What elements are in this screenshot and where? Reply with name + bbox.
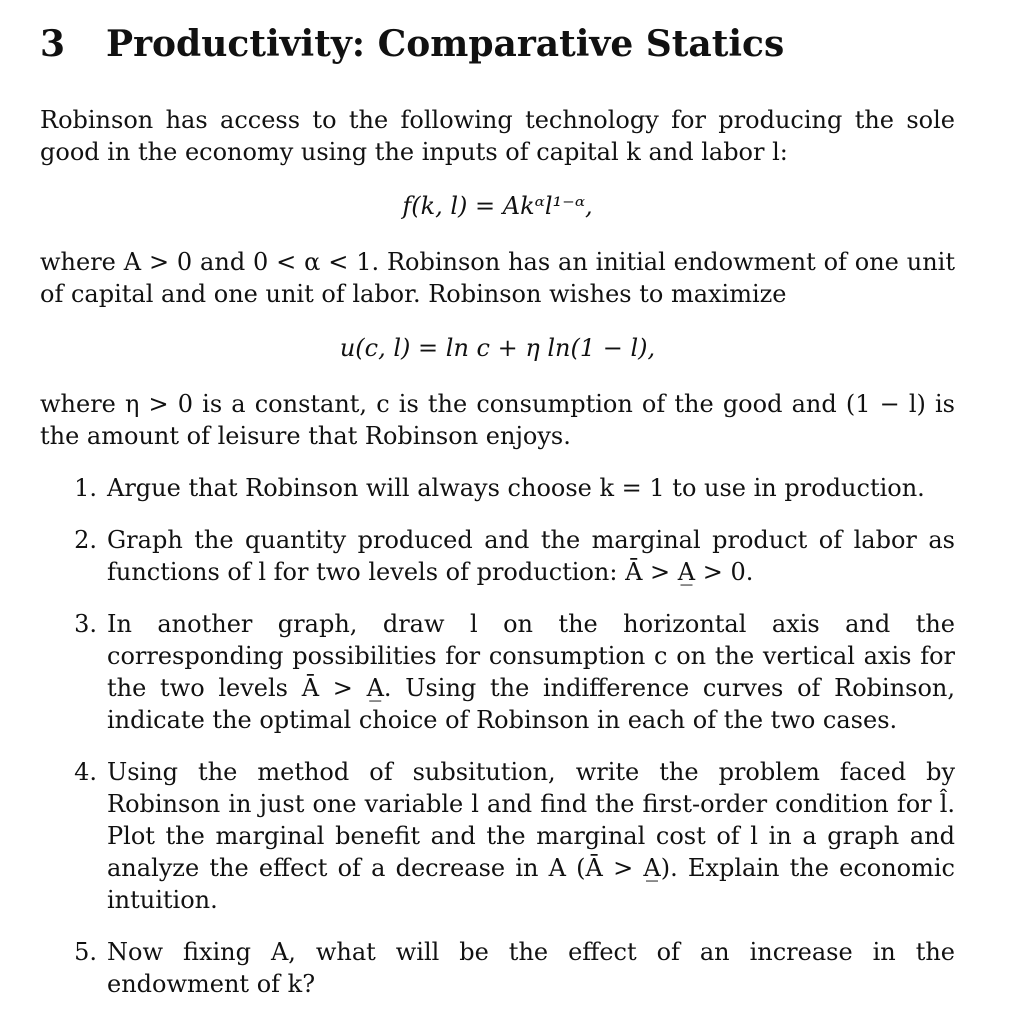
question-number: 1. — [74, 474, 97, 502]
question-text: Argue that Robinson will always choose k = 1 to use in production. — [107, 474, 925, 502]
question-number: 3. — [74, 610, 97, 638]
question-number: 2. — [74, 526, 97, 554]
question-item — [40, 936, 955, 1000]
intro-paragraph: Robinson has access to the following technology for producing the sole good in the economy using the inputs of capital k and labor l: — [40, 106, 955, 166]
endowment-paragraph: where A > 0 and 0 < α < 1. Robinson has an initial endowment of one unit of capital and one unit of labor. Robinson wishes to maximize — [40, 248, 955, 308]
question-number: 4. — [74, 758, 97, 786]
section-number: 3 — [40, 23, 66, 65]
question-text: Using the method of subsitution, write the problem faced by Robinson in just one variable l and find the first-order condition for l̂. Plot the marginal benefit and the marginal cost of l in a graph and analyze the effect of a decrease in A (Ā > A̲). Explain the economic intuition. — [107, 758, 955, 914]
question-item — [40, 524, 955, 588]
production-function-equation: f(k, l) = Akᵅl¹⁻ᵅ, — [402, 192, 593, 220]
question-number: 5. — [74, 938, 97, 966]
question-list — [40, 472, 955, 1000]
utility-function-equation: u(c, l) = ln c + η ln(1 − l), — [339, 334, 656, 362]
section-heading — [40, 22, 955, 66]
question-text: Graph the quantity produced and the marginal product of labor as functions of l for two levels of production: Ā > A̲ > 0. — [107, 526, 955, 586]
document-page — [40, 22, 955, 1020]
question-item — [40, 472, 955, 504]
question-text: Now fixing A, what will be the effect of an increase in the endowment of k? — [107, 938, 955, 998]
utility-paragraph: where η > 0 is a constant, c is the consumption of the good and (1 − l) is the amount of leisure that Robinson enjoys. — [40, 390, 955, 450]
question-item — [40, 608, 955, 736]
question-text: In another graph, draw l on the horizontal axis and the corresponding possibilities for consumption c on the vertical axis for the two levels Ā > A̲. Using the indifference curves of Robinson, indicate the optimal choice of Robinson in each of the two cases. — [107, 610, 955, 734]
section-title: Productivity: Comparative Statics — [106, 23, 785, 65]
question-item — [40, 756, 955, 916]
